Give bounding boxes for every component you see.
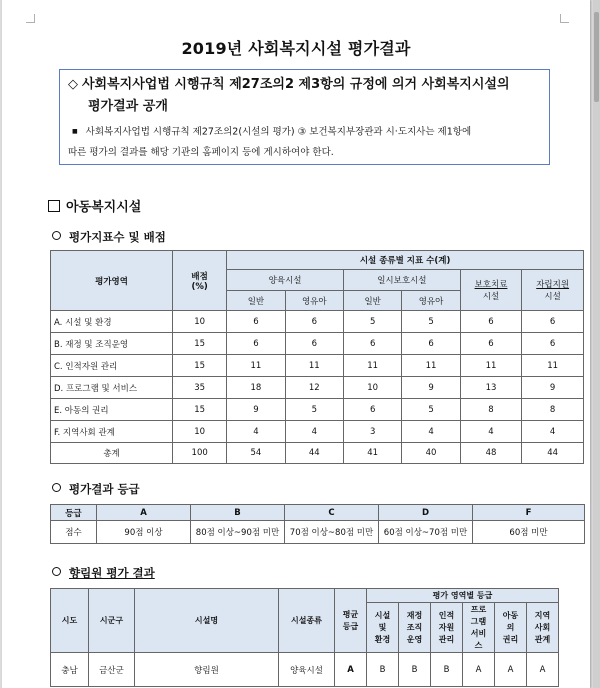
cell-area: A. 시설 및 환경 <box>51 311 173 333</box>
cell-score-range: 80점 이상~90점 미만 <box>191 521 285 544</box>
cell-total-count: 44 <box>285 443 343 464</box>
cell-indicator-count: 4 <box>460 421 522 443</box>
diamond-icon: ◇ <box>68 77 78 92</box>
cell-total-count: 48 <box>460 443 522 464</box>
cell-score: 15 <box>173 355 227 377</box>
cell-score: 10 <box>173 421 227 443</box>
header-area-sub: 시설 및 환경 <box>367 603 399 653</box>
header-sido: 시도 <box>51 589 89 653</box>
header-score: 배점 (%) <box>173 251 227 311</box>
subsection-heading <box>52 565 155 581</box>
header-average-grade: 평균 등급 <box>335 589 367 653</box>
cell-indicator-count: 4 <box>285 421 343 443</box>
cell-total-count: 40 <box>402 443 460 464</box>
page-title: 2019년 사회복지시설 평가결과 <box>181 39 411 58</box>
cell-indicator-count: 10 <box>343 377 401 399</box>
header-infant: 영유아 <box>285 291 343 311</box>
section-heading <box>48 196 141 215</box>
header-general: 일반 <box>227 291 285 311</box>
cell-indicator-count: 9 <box>402 377 460 399</box>
cell-total-count: 41 <box>343 443 401 464</box>
circle-bullet-icon <box>52 567 61 576</box>
cell-area: B. 재정 및 조직운영 <box>51 333 173 355</box>
cell-indicator-count: 9 <box>522 377 584 399</box>
subsection-title: 평가결과 등급 <box>69 482 140 496</box>
subsection-title: 평가지표수 및 배점 <box>69 230 166 244</box>
notice-box <box>59 69 550 165</box>
checkbox-square-icon <box>48 200 60 212</box>
cell-indicator-count: 8 <box>522 399 584 421</box>
cell-indicator-count: 8 <box>460 399 522 421</box>
total-row <box>51 443 584 464</box>
header-area-grade: 평가 영역별 등급 <box>367 589 559 603</box>
notice-heading <box>68 74 541 118</box>
cell-indicator-count: 4 <box>227 421 285 443</box>
cell-area-grade: B <box>431 653 463 687</box>
circle-bullet-icon <box>52 483 61 492</box>
cell-indicator-count: 11 <box>343 355 401 377</box>
cell-indicator-count: 6 <box>343 333 401 355</box>
indicator-score-table <box>50 250 584 464</box>
cell-indicator-count: 9 <box>227 399 285 421</box>
cell-average-grade: A <box>335 653 367 687</box>
cell-area-grade: A <box>463 653 495 687</box>
cell-indicator-count: 6 <box>285 333 343 355</box>
header-grade-letter: A <box>97 505 191 521</box>
cell-total-count: 44 <box>522 443 584 464</box>
hyangrimwon-result-table <box>50 588 559 687</box>
header-grade-letter: F <box>473 505 585 521</box>
page-corner-mark <box>560 14 569 23</box>
cell-area: E. 아동의 권리 <box>51 399 173 421</box>
square-bullet-icon: ■ <box>72 128 78 135</box>
cell-indicator-count: 5 <box>402 311 460 333</box>
cell-facility-name: 향림원 <box>135 653 279 687</box>
header-grade-letter: B <box>191 505 285 521</box>
cell-score: 10 <box>173 311 227 333</box>
table-row <box>51 355 584 377</box>
cell-total-label: 총계 <box>51 443 173 464</box>
cell-score: 15 <box>173 399 227 421</box>
table-row <box>51 311 584 333</box>
header-general: 일반 <box>343 291 401 311</box>
header-area-sub: 재정 조직 운영 <box>399 603 431 653</box>
subsection-title: 향림원 평가 결과 <box>69 566 155 580</box>
cell-indicator-count: 11 <box>460 355 522 377</box>
header-area-sub: 지역 사회 관계 <box>527 603 559 653</box>
cell-score-range: 60점 이상~70점 미만 <box>379 521 473 544</box>
cell-score-range: 60점 미만 <box>473 521 585 544</box>
circle-bullet-icon <box>52 231 61 240</box>
cell-score-range: 70점 이상~80점 미만 <box>285 521 379 544</box>
notice-line-2: 평가결과 공개 <box>88 99 168 114</box>
scrollbar-track[interactable] <box>593 0 600 688</box>
cell-indicator-count: 4 <box>522 421 584 443</box>
section-title: 아동복지시설 <box>66 200 142 215</box>
cell-indicator-count: 6 <box>227 311 285 333</box>
cell-indicator-count: 5 <box>343 311 401 333</box>
header-area-sub: 인적 자원 관리 <box>431 603 463 653</box>
cell-sido: 충남 <box>51 653 89 687</box>
cell-area-grade: B <box>399 653 431 687</box>
table-row <box>51 421 584 443</box>
cell-area-grade: A <box>495 653 527 687</box>
cell-indicator-count: 11 <box>227 355 285 377</box>
cell-indicator-count: 12 <box>285 377 343 399</box>
header-facility-name: 시설명 <box>135 589 279 653</box>
table-row <box>51 333 584 355</box>
cell-score: 35 <box>173 377 227 399</box>
cell-indicator-count: 6 <box>285 311 343 333</box>
subsection-heading <box>52 229 166 245</box>
header-area: 평가영역 <box>51 251 173 311</box>
scrollbar-thumb[interactable] <box>594 12 599 102</box>
document-page <box>2 0 590 688</box>
notice-body <box>68 122 541 163</box>
cell-area: F. 지역사회 관계 <box>51 421 173 443</box>
cell-indicator-count: 18 <box>227 377 285 399</box>
cell-indicator-count: 6 <box>460 311 522 333</box>
cell-indicator-count: 11 <box>402 355 460 377</box>
cell-indicator-count: 5 <box>402 399 460 421</box>
cell-area: D. 프로그램 및 서비스 <box>51 377 173 399</box>
header-grade: 등급 <box>51 505 97 521</box>
header-ilsi: 일시보호시설 <box>343 270 460 291</box>
table-row <box>51 399 584 421</box>
header-facility-types: 시설 종류별 지표 수(계) <box>227 251 584 270</box>
cell-indicator-count: 13 <box>460 377 522 399</box>
cell-facility-type: 양육시설 <box>279 653 335 687</box>
notice-body-line-2: 따른 평가의 결과를 해당 기관의 홈페이지 등에 게시하여야 한다. <box>68 146 334 158</box>
cell-indicator-count: 11 <box>285 355 343 377</box>
subsection-heading <box>52 481 140 497</box>
cell-indicator-count: 3 <box>343 421 401 443</box>
header-facility-type: 시설종류 <box>279 589 335 653</box>
header-jarip: 자립지원 시설 <box>522 270 584 311</box>
cell-score-range: 90점 이상 <box>97 521 191 544</box>
notice-body-line-1: 사회복지사업법 시행규칙 제27조의2(시설의 평가) ③ 보건복지부장관과 시·도지사는 제1항에 <box>85 126 472 138</box>
cell-sigungu: 금산군 <box>89 653 135 687</box>
cell-indicator-count: 11 <box>522 355 584 377</box>
cell-score: 15 <box>173 333 227 355</box>
cell-indicator-count: 4 <box>402 421 460 443</box>
cell-total-count: 54 <box>227 443 285 464</box>
header-grade-letter: D <box>379 505 473 521</box>
cell-indicator-count: 6 <box>402 333 460 355</box>
header-bohochiryo: 보호치료 시설 <box>460 270 522 311</box>
row-label-score: 점수 <box>51 521 97 544</box>
grade-table <box>50 504 585 544</box>
cell-indicator-count: 5 <box>285 399 343 421</box>
cell-indicator-count: 6 <box>522 311 584 333</box>
cell-area: C. 인적자원 관리 <box>51 355 173 377</box>
header-infant: 영유아 <box>402 291 460 311</box>
table-row <box>51 377 584 399</box>
header-yangyuk: 양육시설 <box>227 270 344 291</box>
notice-line-1: 사회복지사업법 시행규칙 제27조의2 제3항의 규정에 의거 사회복지시설의 <box>82 77 510 92</box>
cell-indicator-count: 6 <box>343 399 401 421</box>
cell-indicator-count: 6 <box>227 333 285 355</box>
cell-area-grade: A <box>527 653 559 687</box>
header-area-sub: 아동 의 권리 <box>495 603 527 653</box>
header-sigungu: 시군구 <box>89 589 135 653</box>
header-area-sub: 프로 그램 서비 스 <box>463 603 495 653</box>
cell-indicator-count: 6 <box>522 333 584 355</box>
page-corner-mark <box>26 14 35 23</box>
cell-total-score: 100 <box>173 443 227 464</box>
header-grade-letter: C <box>285 505 379 521</box>
cell-indicator-count: 6 <box>460 333 522 355</box>
cell-area-grade: B <box>367 653 399 687</box>
